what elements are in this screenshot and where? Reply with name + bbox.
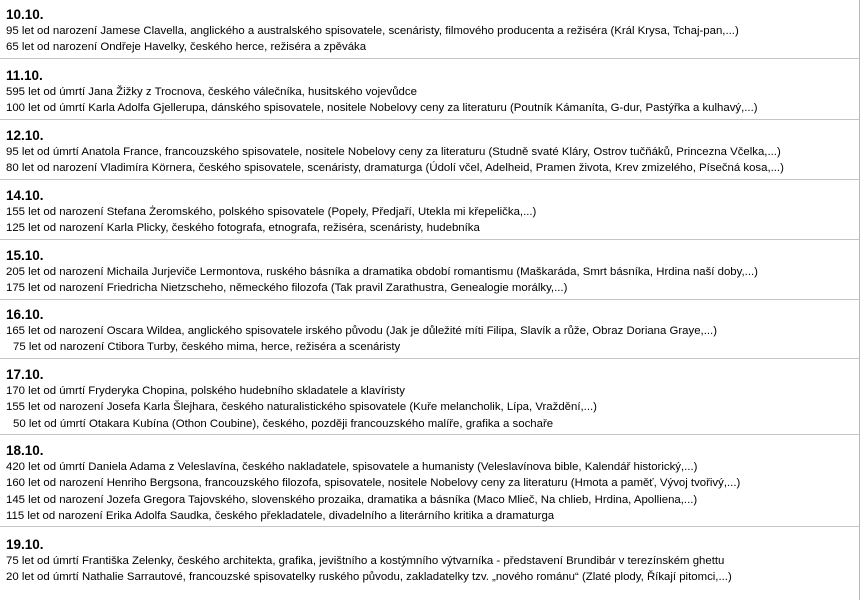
day-section — [6, 442, 855, 527]
date-heading: 11.10. — [6, 68, 43, 83]
anniversary-entry: 125 let od narození Karla Plicky, českého fotografa, etnografa, režiséra, scenáristy, hudebníka — [6, 222, 480, 235]
day-section — [6, 127, 855, 180]
anniversary-entry: 75 let od narození Ctibora Turby, českého mima, herce, režiséra a scenáristy — [13, 341, 401, 354]
date-heading: 19.10. — [6, 537, 44, 552]
anniversary-entry: 20 let od úmrtí Nathalie Sarrautové, francouzské spisovatelky ruského původu, zakladatelky tzv. „nového románu“ (Zlaté plody, Říkají pitomci,...) — [6, 571, 732, 584]
anniversary-entry: 145 let od narození Jozefa Gregora Tajovského, slovenského prozaika, dramatika a básníka (Maco Mlieč, Na chlieb, Hrdina, Apolliena,...) — [6, 493, 698, 506]
date-heading: 14.10. — [6, 188, 44, 203]
anniversary-entry: 420 let od úmrtí Daniela Adama z Veleslavína, českého nakladatele, spisovatele a humanisty (Veleslavínova bible, Kalendář historický,...) — [6, 461, 698, 473]
anniversary-entry: 100 let od úmrtí Karla Adolfa Gjellerupa, dánského spisovatele, nositele Nobelovy ceny za literaturu (Poutník Kámaníta, G-dur, Pastýřka a kulhavý,...) — [6, 102, 758, 115]
day-section — [6, 306, 855, 359]
date-heading: 16.10. — [6, 307, 44, 322]
anniversary-entry: 155 let od narození Josefa Karla Šlejhara, českého naturalistického spisovatele (Kuře melancholik, Lípa, Vraždění,...) — [6, 401, 597, 414]
day-section — [6, 67, 855, 120]
anniversary-entry: 80 let od narození Vladimíra Körnera, českého spisovatele, scenáristy, dramaturga (Údolí včel, Adelheid, Pramen života, Krev zmizelého, Písečná kosa,...) — [6, 162, 784, 175]
anniversary-entry: 95 let od narození Jamese Clavella, anglického a australského spisovatele, scenáristy, filmového producenta a režiséra (Král Krysa, Tchaj-pan,...) — [6, 25, 739, 37]
day-section — [6, 187, 855, 240]
day-section — [6, 6, 855, 59]
date-heading: 17.10. — [6, 367, 44, 382]
date-heading: 10.10. — [6, 7, 44, 22]
anniversary-entry: 95 let od úmrtí Anatola France, francouzského spisovatele, nositele Nobelovy ceny za literaturu (Studně svaté Kláry, Ostrov tučňáků, Princezna Včelka,...) — [6, 146, 781, 158]
day-section — [6, 536, 855, 589]
day-section — [6, 366, 855, 435]
anniversary-entry: 165 let od narození Oscara Wildea, anglického spisovatele irského původu (Jak je důležité míti Filipa, Slavík a růže, Obraz Doriana Graye,...) — [6, 325, 717, 337]
date-heading: 18.10. — [6, 443, 44, 458]
anniversary-entry: 75 let od úmrtí Františka Zelenky, českého architekta, grafika, jevištního a kostýmního výtvarníka - představení Brundibár v terezínském ghettu — [6, 555, 725, 567]
anniversary-entry: 155 let od narození Stefana Żeromského, polského spisovatele (Popely, Předjaří, Utekla mi křepelička,...) — [6, 206, 537, 218]
date-heading: 12.10. — [6, 128, 44, 143]
anniversary-entry: 595 let od úmrtí Jana Žižky z Trocnova, českého válečníka, husitského vojevůdce — [6, 86, 417, 98]
anniversary-entry: 115 let od narození Erika Adolfa Saudka, českého překladatele, divadelního a literárního kritika a dramaturga — [6, 509, 555, 522]
anniversary-entry: 160 let od narození Henriho Bergsona, francouzského filozofa, spisovatele, nositele Nobelovy ceny za literaturu (Hmota a paměť, Vývoj tvořivý,...) — [6, 477, 741, 490]
anniversary-entry: 205 let od narození Michaila Jurjeviče Lermontova, ruského básníka a dramatika období romantismu (Maškaráda, Smrt básníka, Hrdina naší doby,...) — [6, 266, 758, 278]
anniversary-entry: 65 let od narození Ondřeje Havelky, českého herce, režiséra a zpěváka — [6, 41, 367, 54]
anniversary-entry: 170 let od úmrtí Fryderyka Chopina, polského hudebního skladatele a klavíristy — [6, 385, 405, 397]
day-section — [6, 247, 855, 300]
anniversary-entry: 175 let od narození Friedricha Nietzscheho, německého filozofa (Tak pravil Zarathustra, Genealogie morálky,...) — [6, 282, 568, 295]
date-heading: 15.10. — [6, 248, 44, 263]
anniversary-entry: 50 let od úmrtí Otakara Kubína (Othon Coubine), českého, později francouzského malíře, grafika a sochaře — [13, 417, 554, 430]
